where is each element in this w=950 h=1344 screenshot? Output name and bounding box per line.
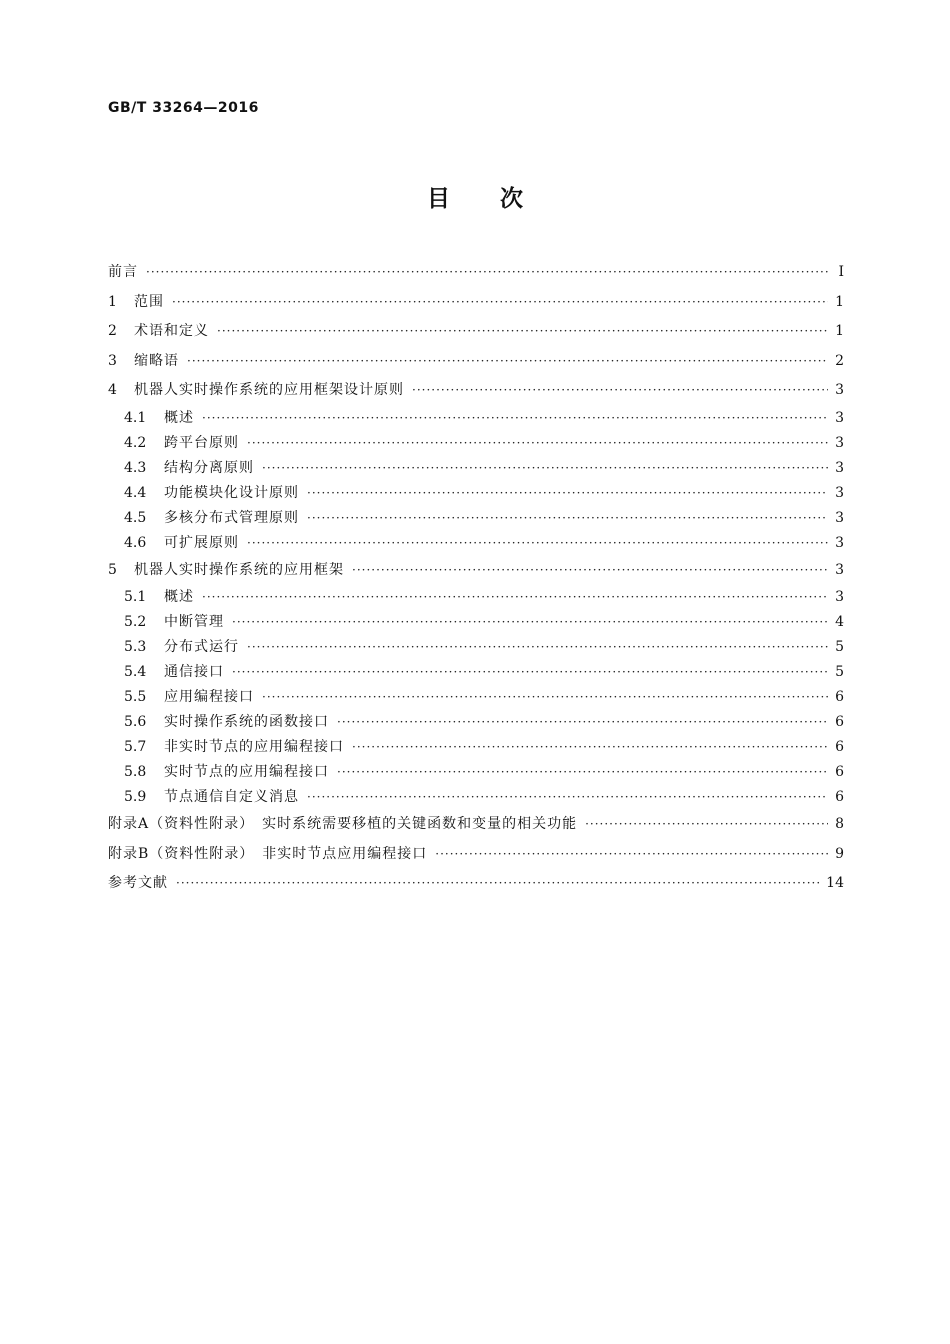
toc-dot-leader [172,288,828,318]
toc-entry-title: 附录B（资料性附录） 非实时节点应用编程接口 [108,845,428,862]
toc-entry[interactable] [108,840,844,870]
toc-entry[interactable] [108,376,844,406]
toc-dot-leader [307,785,828,810]
toc-entry-page: 9 [835,845,844,862]
toc-entry-number: 4.5 [124,509,147,526]
toc-entry-number: 3 [108,352,117,369]
toc-entry-number: 2 [108,323,117,339]
toc-entry-title: 节点通信自定义消息 [164,789,299,805]
toc-entry-page: 5 [835,639,844,655]
toc-entry[interactable] [108,288,844,318]
toc-entry[interactable] [108,317,844,347]
toc-entry-page: 3 [835,509,844,526]
toc-dot-leader [202,585,828,610]
toc-entry[interactable] [108,785,844,810]
toc-entry[interactable] [108,610,844,635]
toc-entry-number: 5.5 [124,689,147,705]
toc-dot-leader [247,635,828,660]
toc-entry[interactable] [108,635,844,660]
toc-dot-leader [176,869,820,899]
toc-entry-page: 3 [835,459,844,476]
toc-entry[interactable] [108,685,844,710]
toc-entry[interactable] [108,481,844,506]
toc-entry-page: 3 [835,409,844,426]
toc-entry-title: 实时节点的应用编程接口 [164,764,329,780]
toc-entry-number: 5.9 [124,789,147,805]
toc-entry-page: 3 [835,382,844,398]
toc-dot-leader [262,456,828,481]
toc-dot-leader [202,406,828,431]
toc-entry-title: 可扩展原则 [164,534,239,551]
toc-entry-number: 4 [108,382,117,398]
toc-entry[interactable] [108,556,844,586]
toc-entry-number: 4.1 [124,409,147,426]
toc-entry[interactable] [108,735,844,760]
toc-dot-leader [146,258,828,288]
toc-entry-number: 4.3 [124,459,147,476]
toc-entry-number: 5.8 [124,764,147,780]
toc-entry-title: 范围 [134,293,164,310]
toc-entry-page: 6 [835,739,844,755]
toc-entry[interactable] [108,810,844,840]
toc-entry-title: 跨平台原则 [164,434,239,451]
toc-dot-leader [247,431,828,456]
toc-dot-leader [352,556,828,586]
toc-entry-page: 1 [835,323,844,339]
toc-dot-leader [337,710,828,735]
toc-entry-number: 4.2 [124,434,147,451]
toc-dot-leader [232,660,828,685]
toc-entry-number: 4.6 [124,534,147,551]
toc-dot-leader [217,317,828,347]
toc-entry-page: 8 [835,816,844,832]
toc-entry-page: 6 [835,764,844,780]
toc-entry[interactable] [108,585,844,610]
toc-dot-leader [352,735,828,760]
toc-entry-title: 术语和定义 [134,323,209,339]
toc-entry-title: 机器人实时操作系统的应用框架 [134,561,344,578]
toc-entry-title: 应用编程接口 [164,689,254,705]
toc-entry-title: 附录A（资料性附录） 实时系统需要移植的关键函数和变量的相关功能 [108,816,578,832]
toc-entry-page: 5 [835,664,844,680]
toc-entry-number: 5.4 [124,664,147,680]
toc-dot-leader [247,531,828,556]
toc-entry-page: 6 [835,789,844,805]
toc-dot-leader [435,840,828,870]
toc-entry[interactable] [108,456,844,481]
toc-entry-title: 前言 [108,264,138,280]
toc-entry[interactable] [108,506,844,531]
toc-entry[interactable] [108,760,844,785]
toc-dot-leader [307,506,828,531]
toc-dot-leader [337,760,828,785]
toc-entry-number: 4.4 [124,484,147,501]
toc-dot-leader [262,685,828,710]
toc-entry-title: 多核分布式管理原则 [164,509,299,526]
toc-entry-page: 3 [835,434,844,451]
toc-entry-title: 缩略语 [134,352,179,369]
toc-entry-title: 结构分离原则 [164,459,254,476]
toc-entry[interactable] [108,869,844,899]
toc-entry-page: 3 [835,534,844,551]
toc-entry-page: 4 [835,614,844,630]
toc-entry-title: 实时操作系统的函数接口 [164,714,329,730]
toc-entry[interactable] [108,710,844,735]
toc-entry[interactable] [108,660,844,685]
toc-dot-leader [187,347,828,377]
toc-entry-number: 5.3 [124,639,147,655]
toc-entry-number: 1 [108,293,117,310]
toc-entry-number: 5.1 [124,589,147,605]
toc-entry-title: 中断管理 [164,614,224,630]
toc-entry-number: 5.2 [124,614,147,630]
toc-entry[interactable] [108,431,844,456]
toc-dot-leader [412,376,828,406]
toc-entry-page: 2 [835,352,844,369]
toc-entry-page: 1 [835,293,844,310]
toc-entry-page: 3 [835,589,844,605]
toc-entry-page: 6 [835,714,844,730]
toc-entry-page: 3 [835,561,844,578]
toc-dot-leader [232,610,828,635]
toc-entry-number: 5 [108,561,117,578]
toc-entry-title: 功能模块化设计原则 [164,484,299,501]
toc-dot-leader [307,481,828,506]
standard-code: GB/T 33264—2016 [108,100,259,116]
toc-entry-page: Ⅰ [838,264,844,280]
toc-entry-number: 5.6 [124,714,147,730]
toc-entry[interactable] [108,258,844,288]
toc-dot-leader [585,810,828,840]
toc-entry[interactable] [108,406,844,431]
table-of-contents [108,258,844,899]
toc-entry-title: 机器人实时操作系统的应用框架设计原则 [134,382,404,398]
toc-entry-title: 分布式运行 [164,639,239,655]
toc-entry-page: 14 [826,875,844,891]
toc-entry-page: 3 [835,484,844,501]
toc-entry-title: 概述 [164,589,194,605]
toc-entry-title: 非实时节点的应用编程接口 [164,739,344,755]
toc-entry-number: 5.7 [124,739,147,755]
toc-entry[interactable] [108,531,844,556]
toc-entry-title: 通信接口 [164,664,224,680]
toc-entry-title: 概述 [164,409,194,426]
toc-entry-title: 参考文献 [108,875,168,891]
page-title: 目次 [427,186,573,212]
toc-entry-page: 6 [835,689,844,705]
toc-entry[interactable] [108,347,844,377]
